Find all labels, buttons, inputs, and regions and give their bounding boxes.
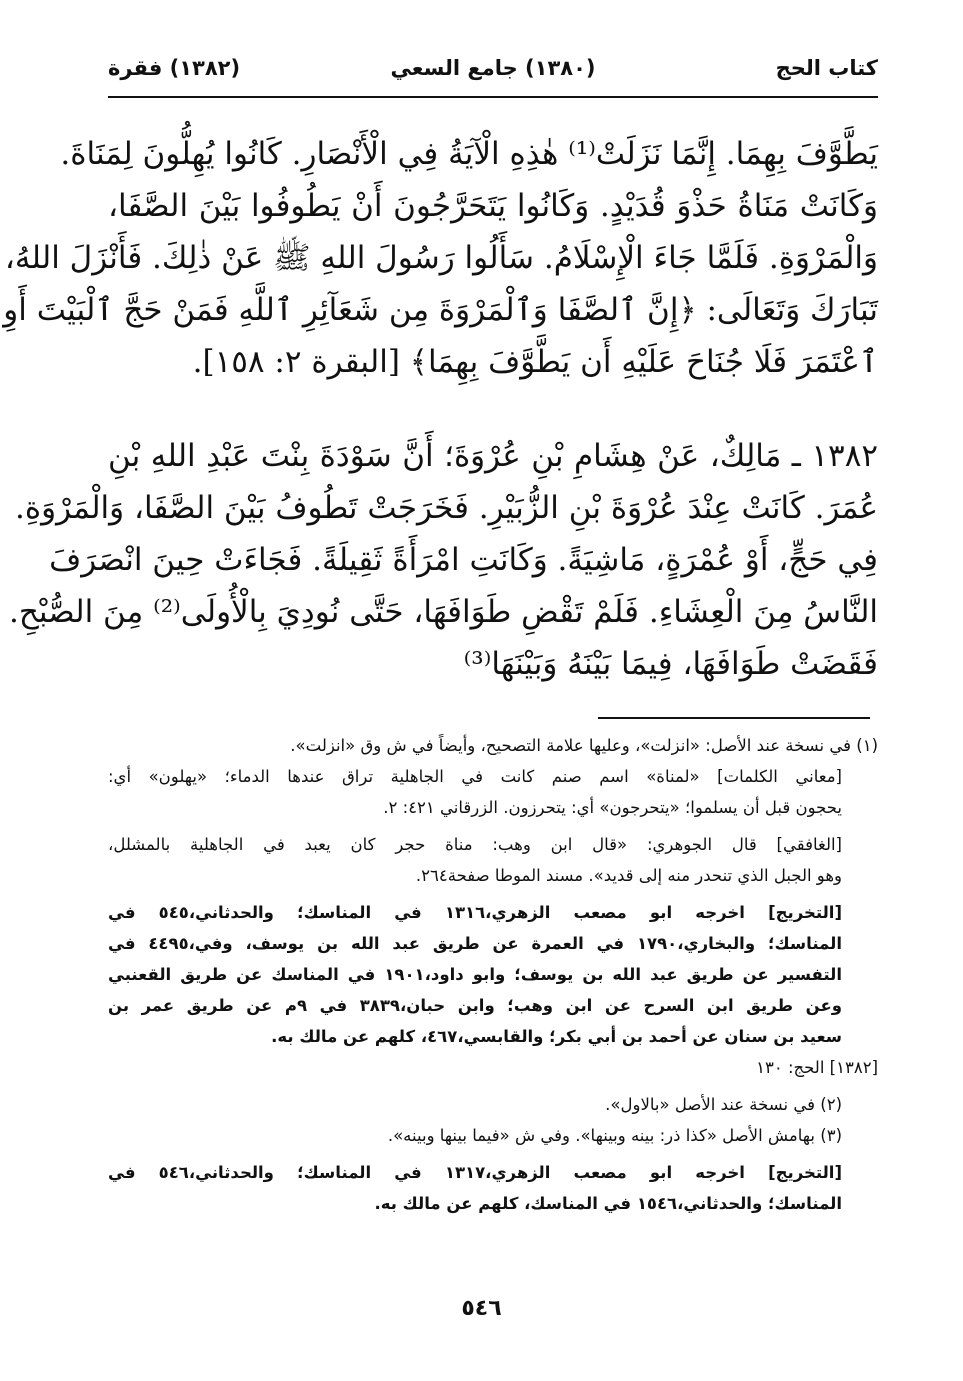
footnote-2: (٢) في نسخة عند الأصل «بالاول».	[605, 1095, 842, 1114]
header-paragraph-number: (١٣٨٢) فقرة	[108, 56, 241, 80]
text-line: وَالْمَرْوَةِ. فَلَمَّا جَاءَ الْإِسْلَامُ. سَأَلُوا رَسُولَ اللهِ ﷺ عَنْ ذٰلِكَ. فَأَنْزَلَ اللهُ،	[4, 240, 878, 276]
text-line: النَّاسُ مِنَ الْعِشَاءِ. فَلَمْ تَقْضِ طَوَافَهَا، حَتَّى نُودِيَ بِالْأُولَى⁽²⁾ مِنَ الصُّبْحِ.	[9, 594, 878, 630]
running-header	[108, 50, 878, 92]
footnote-line: [الغافقي] قال الجوهري: «قال ابن وهب: مناة حجر كان يعبد في الجاهلية بالمشلل،	[108, 835, 842, 854]
footnote-line: المناسك؛ والحدثاني،١٥٤٦ في المناسك، كلهم عن مالك به.	[374, 1194, 842, 1213]
footnote-line: التفسير عن طريق عبد الله بن يوسف؛ وابو داود،١٩٠١ في المناسك عن طريق القعنبي	[108, 965, 842, 984]
footnote-line: وعن طريق ابن السرح عن ابن وهب؛ وابن حبان،٣٨٣٩ في ٩م عن طريق عمر بن	[108, 996, 842, 1015]
text-line: يَطَّوَّفَ بِهِمَا. إِنَّمَا نَزَلَتْ⁽¹⁾ هٰذِهِ الْآيَةُ فِي الْأَنْصَارِ. كَانُوا يُهِلُّونَ لِمَنَاةَ.	[60, 136, 878, 172]
footnote-line: [التخريج] اخرجه ابو مصعب الزهري،١٣١٧ في المناسك؛ والحدثاني،٥٤٦ في	[108, 1163, 842, 1182]
text-line: ٱعْتَمَرَ فَلَا جُنَاحَ عَلَيْهِ أَن يَطَّوَّفَ بِهِمَا﴾ [البقرة ٢: ١٥٨].	[192, 344, 878, 380]
footnotes	[108, 730, 878, 1219]
footnote-line: يحجون قبل أن يسلموا؛ «يتحرجون» أي: يتحرزون. الزرقاني ٤٢١: ٢.	[383, 798, 842, 817]
main-text-paragraph-2	[9, 430, 878, 690]
text-line: وَكَانَتْ مَنَاةُ حَذْوَ قُدَيْدٍ. وَكَانُوا يَتَحَرَّجُونَ أَنْ يَطُوفُوا بَيْنَ الصَّفَا،	[108, 188, 878, 224]
header-book-title: كتاب الحج	[775, 56, 878, 80]
footnote-divider	[598, 717, 870, 719]
text-line: فِي حَجٍّ، أَوْ عُمْرَةٍ، مَاشِيَةً. وَكَانَتِ امْرَأَةً ثَقِيلَةً. فَجَاءَتْ حِينَ انْصَرَفَ	[49, 542, 878, 578]
footnote-line: [معاني الكلمات] «لمناة» اسم صنم كانت في الجاهلية تراق عندها الدماء؛ «يهلون» أي:	[108, 767, 842, 786]
main-text-paragraph-1	[3, 128, 878, 388]
footnote-1: (١) في نسخة عند الأصل: «انزلت»، وعليها علامة التصحيح، وأيضاً في ش وق «انزلت».	[290, 736, 878, 755]
footnote-3: (٣) بهامش الأصل «كذا ذر: بينه وبينها». وفي ش «فيما بينها وبينه».	[387, 1126, 842, 1145]
footnote-line: [التخريج] اخرجه ابو مصعب الزهري،١٣١٦ في المناسك؛ والحدثاني،٥٤٥ في	[108, 903, 842, 922]
text-line: فَقَضَتْ طَوَافَهَا، فِيمَا بَيْنَهُ وَبَيْنَهَا⁽³⁾	[463, 646, 878, 682]
text-line: عُمَرَ. كَانَتْ عِنْدَ عُرْوَةَ بْنِ الزُّبَيْرِ. فَخَرَجَتْ تَطُوفُ بَيْنَ الصَّفَا، وَالْمَرْوَةِ.	[15, 490, 878, 526]
text-line: ١٣٨٢ ـ مَالِكٌ، عَنْ هِشَامِ بْنِ عُرْوَةَ؛ أَنَّ سَوْدَةَ بِنْتَ عَبْدِ اللهِ بْنِ	[108, 438, 878, 474]
footnote-line: وهو الجبل الذي تنحدر منه إلى قديد». مسند الموطا صفحة٢٦٤.	[415, 866, 842, 885]
footnote-line: المناسك؛ والبخاري،١٧٩٠ في العمرة عن طريق عبد الله بن يوسف، وفي،٤٤٩٥ في	[108, 934, 842, 953]
header-chapter-title: (١٣٨٠) جامع السعي	[390, 56, 596, 80]
header-divider	[108, 96, 878, 98]
page-number: ٥٤٦	[461, 1296, 502, 1321]
cross-reference: [١٣٨٢] الحج: ١٣٠	[756, 1058, 878, 1077]
footnote-line: سعيد بن سنان عن أحمد بن أبي بكر؛ والقابسي،٤٦٧، كلهم عن مالك به.	[271, 1027, 842, 1046]
text-line: تَبَارَكَ وَتَعَالَى: ﴿إِنَّ ٱلصَّفَا وَٱلْمَرْوَةَ مِن شَعَآئِرِ ٱللَّهِ فَمَنْ حَجَّ ٱلْبَيْتَ أَوِ	[3, 292, 878, 328]
